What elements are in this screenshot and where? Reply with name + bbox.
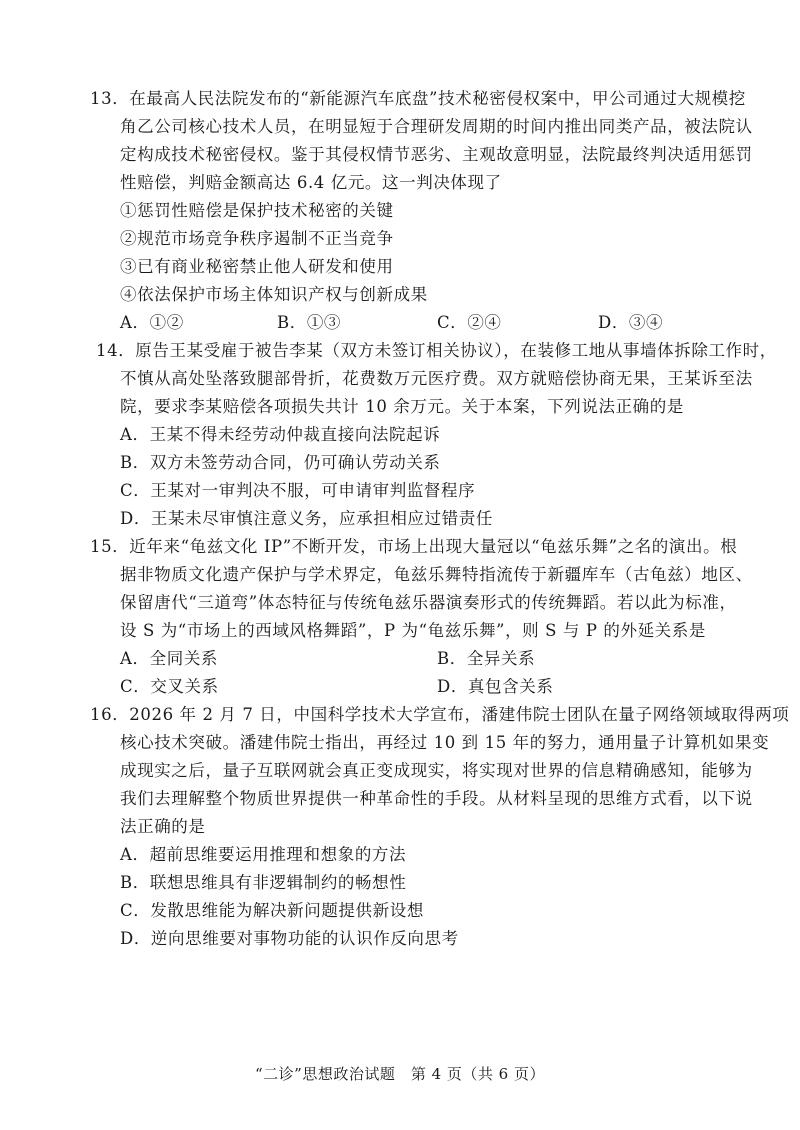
question-13-option-a: A．①② [120,313,184,332]
question-14-stem-line: 不慎从高处坠落致腿部骨折，花费数万元医疗费。双方就赔偿协商无果，王某诉至法 [120,369,753,388]
question-16-option-c: C．发散思维能为解决新问题提供新设想 [120,901,424,920]
question-16-stem-line: 核心技术突破。潘建伟院士指出，再经过 10 到 15 年的努力，通用量子计算机如果变 [120,733,770,752]
question-16-option-d: D．逆向思维要对事物功能的认识作反向思考 [120,929,459,948]
question-13-statement: ①惩罚性赔偿是保护技术秘密的关键 [120,201,394,220]
question-15-option-c: C．交叉关系 [120,677,219,696]
question-14-stem-line: 14．原告王某受雇于被告李某（双方未签订相关协议），在装修工地从事墙体拆除工作时， [96,341,777,360]
question-13-stem-line: 性赔偿，判赔金额高达 6.4 亿元。这一判决体现了 [120,173,502,192]
question-13-statement: ②规范市场竞争秩序遏制不正当竞争 [120,229,394,248]
question-16-stem-line: 法正确的是 [120,817,206,836]
question-14-option-b: B．双方未签劳动合同，仍可确认劳动关系 [120,453,441,472]
question-15-stem-line: 保留唐代“三道弯”体态特征与传统龟兹乐器演奏形式的传统舞蹈。若以此为标准， [120,593,737,612]
question-15-stem-line: 15．近年来“龟兹文化 IP”不断开发，市场上出现大量冠以“龟兹乐舞”之名的演出。根 [90,537,738,556]
question-15-stem-line: 设 S 为“市场上的西域风格舞蹈”，P 为“龟兹乐舞”，则 S 与 P 的外延关系是 [120,621,706,640]
question-13-stem-line: 定构成技术秘密侵权。鉴于其侵权情节恶劣、主观故意明显，法院最终判决适用惩罚 [120,145,753,164]
question-14-stem-line: 院，要求李某赔偿各项损失共计 10 余万元。关于本案，下列说法正确的是 [120,397,684,416]
question-13-option-d: D．③④ [598,313,664,332]
question-13-stem-line: 角乙公司核心技术人员，在明显短于合理研发周期的时间内推出同类产品，被法院认 [120,117,753,136]
question-16-stem-line: 我们去理解整个物质世界提供一种革命性的手段。从材料呈现的思维方式看，以下说 [120,789,753,808]
question-14-option-c: C．王某对一审判决不服，可申请审判监督程序 [120,481,476,500]
question-15-option-b: B．全异关系 [437,649,536,668]
question-13-option-c: C．②④ [437,313,502,332]
question-15-stem-line: 据非物质文化遗产保护与学术界定，龟兹乐舞特指流传于新疆库车（古龟兹）地区、 [120,565,753,584]
question-14-option-a: A．王某不得未经劳动仲裁直接向法院起诉 [120,425,441,444]
question-15-option-a: A．全同关系 [120,649,219,668]
question-13-stem-line: 13．在最高人民法院发布的“新能源汽车底盘”技术秘密侵权案中，甲公司通过大规模挖 [90,89,746,108]
page-footer: “二诊”思想政治试题 第 4 页（共 6 页） [255,1065,545,1083]
question-16-option-a: A．超前思维要运用推理和想象的方法 [120,845,407,864]
question-13-option-b: B．①③ [277,313,342,332]
question-13-statement: ③已有商业秘密禁止他人研发和使用 [120,257,394,276]
question-16-option-b: B．联想思维具有非逻辑制约的畅想性 [120,873,407,892]
question-15-option-d: D．真包含关系 [437,677,554,696]
question-16-stem-line: 成现实之后，量子互联网就会真正变成现实，将实现对世界的信息精确感知，能够为 [120,761,753,780]
question-16-stem-line: 16．2026 年 2 月 7 日，中国科学技术大学宣布，潘建伟院士团队在量子网络领域取得两项 [90,705,790,724]
question-14-option-d: D．王某未尽审慎注意义务，应承担相应过错责任 [120,509,493,528]
question-13-statement: ④依法保护市场主体知识产权与创新成果 [120,285,428,304]
